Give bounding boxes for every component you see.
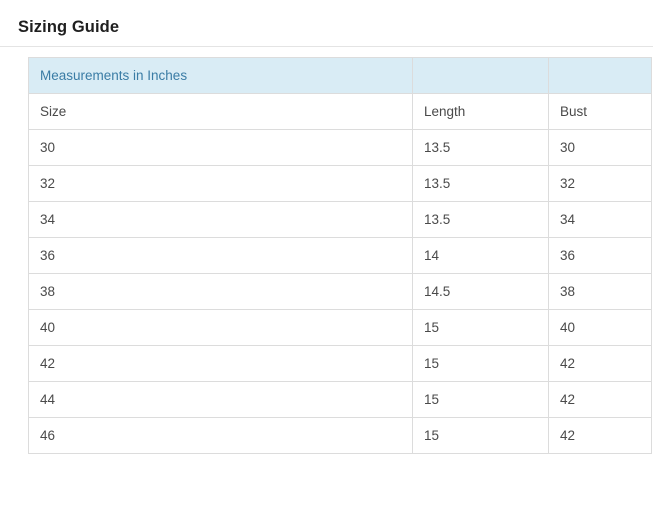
table-body: [29, 130, 652, 454]
table-row: [29, 274, 652, 310]
sizing-guide-table: [28, 57, 652, 454]
table-cell: 14.5: [413, 274, 549, 310]
table-cell: 15: [413, 310, 549, 346]
table-cell: 40: [549, 310, 652, 346]
table-cell: 15: [413, 346, 549, 382]
table-row: [29, 310, 652, 346]
table-row: [29, 346, 652, 382]
table-cell: 32: [29, 166, 413, 202]
table-cell: 14: [413, 238, 549, 274]
table-cell: 42: [29, 346, 413, 382]
table-cell: 34: [29, 202, 413, 238]
column-header-length: Length: [413, 94, 549, 130]
table-cell: 38: [549, 274, 652, 310]
table-cell: 30: [549, 130, 652, 166]
table-cell: 42: [549, 418, 652, 454]
table-caption-spacer: [413, 58, 549, 94]
table-cell: 46: [29, 418, 413, 454]
table-cell: 42: [549, 346, 652, 382]
table-row: [29, 130, 652, 166]
table-cell: 38: [29, 274, 413, 310]
table-cell: 42: [549, 382, 652, 418]
table-row: [29, 418, 652, 454]
page: [0, 16, 653, 454]
table-cell: 15: [413, 382, 549, 418]
table-row: [29, 238, 652, 274]
table-caption: Measurements in Inches: [29, 58, 413, 94]
title-divider: [0, 46, 653, 47]
table-cell: 13.5: [413, 202, 549, 238]
table-cell: 15: [413, 418, 549, 454]
table-row: [29, 382, 652, 418]
page-title: Sizing Guide: [18, 18, 120, 36]
table-row: [29, 202, 652, 238]
table-cell: 36: [29, 238, 413, 274]
table-caption-row: [29, 58, 652, 94]
table-cell: 32: [549, 166, 652, 202]
table-cell: 36: [549, 238, 652, 274]
column-header-bust: Bust: [549, 94, 652, 130]
table-row: [29, 166, 652, 202]
table-cell: 44: [29, 382, 413, 418]
table-cell: 30: [29, 130, 413, 166]
table-cell: 13.5: [413, 130, 549, 166]
table-cell: 13.5: [413, 166, 549, 202]
table-cell: 40: [29, 310, 413, 346]
table-cell: 34: [549, 202, 652, 238]
column-header-size: Size: [29, 94, 413, 130]
table-caption-spacer: [549, 58, 652, 94]
table-header-row: [29, 94, 652, 130]
